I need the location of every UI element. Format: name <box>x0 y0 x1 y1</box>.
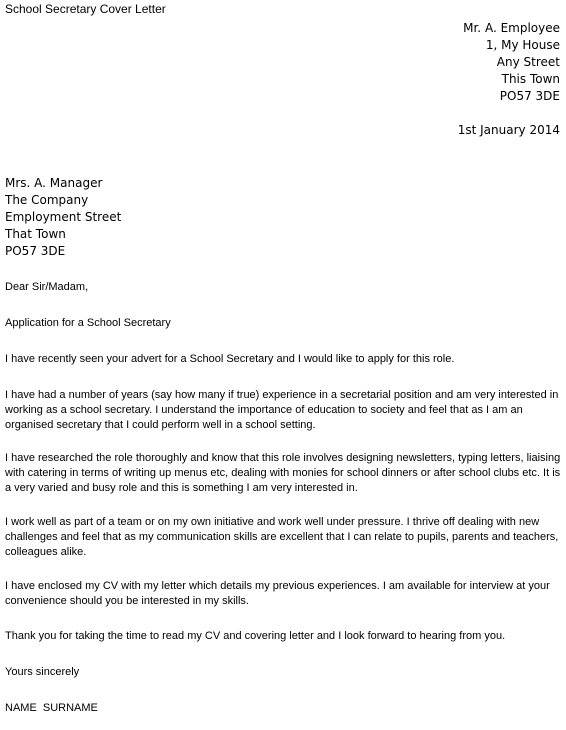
recipient-address-block <box>5 175 121 260</box>
sender-town: This Town <box>501 72 560 86</box>
document-title: School Secretary Cover Letter <box>5 2 166 16</box>
sender-address-block <box>463 20 560 105</box>
recipient-name: Mrs. A. Manager <box>5 176 103 190</box>
recipient-postcode: PO57 3DE <box>5 244 66 258</box>
paragraph-thanks: Thank you for taking the time to read my CV and covering letter and I look forward to hearing from you. <box>5 630 506 642</box>
sender-postcode: PO57 3DE <box>499 89 560 103</box>
recipient-street: Employment Street <box>5 210 122 224</box>
sender-address-line-1: 1, My House <box>485 38 560 52</box>
paragraph-skills: I work well as part of a team or on my own initiative and work well under pressure. I thrive off dealing with new challenges and feel that as my communication skills are excellent that I can relate to pupils, parents and teachers, colleagues alike. <box>5 516 559 558</box>
sender-address-line-2: Any Street <box>496 55 560 69</box>
salutation: Dear Sir/Madam, <box>5 281 89 293</box>
subject-line: Application for a School Secretary <box>5 317 171 329</box>
signature-name: NAME SURNAME <box>5 702 98 714</box>
paragraph-intro: I have recently seen your advert for a School Secretary and I would like to apply for this role. <box>5 353 455 365</box>
sender-name: Mr. A. Employee <box>463 21 560 35</box>
closing: Yours sincerely <box>5 666 80 678</box>
paragraph-experience: I have had a number of years (say how many if true) experience in a secretarial position and am very interested in working as a school secretary. I understand the importance of education to society and feel that as I am an organised secretary that I could perform well in a school setting. <box>5 389 559 431</box>
paragraph-role-research: I have researched the role thoroughly and know that this role involves designing newsletters, typing letters, liaising with catering in terms of writing up menus etc, dealing with monies for school dinners or after school clubs etc. It is a very varied and busy role and this is something I am very interested in. <box>5 452 561 494</box>
paragraph-cv-enclosed: I have enclosed my CV with my letter which details my previous experiences. I am available for interview at your convenience should you be interested in my skills. <box>5 580 550 607</box>
recipient-town: That Town <box>5 227 66 241</box>
recipient-company: The Company <box>5 193 89 207</box>
letter-date: 1st January 2014 <box>457 123 560 137</box>
